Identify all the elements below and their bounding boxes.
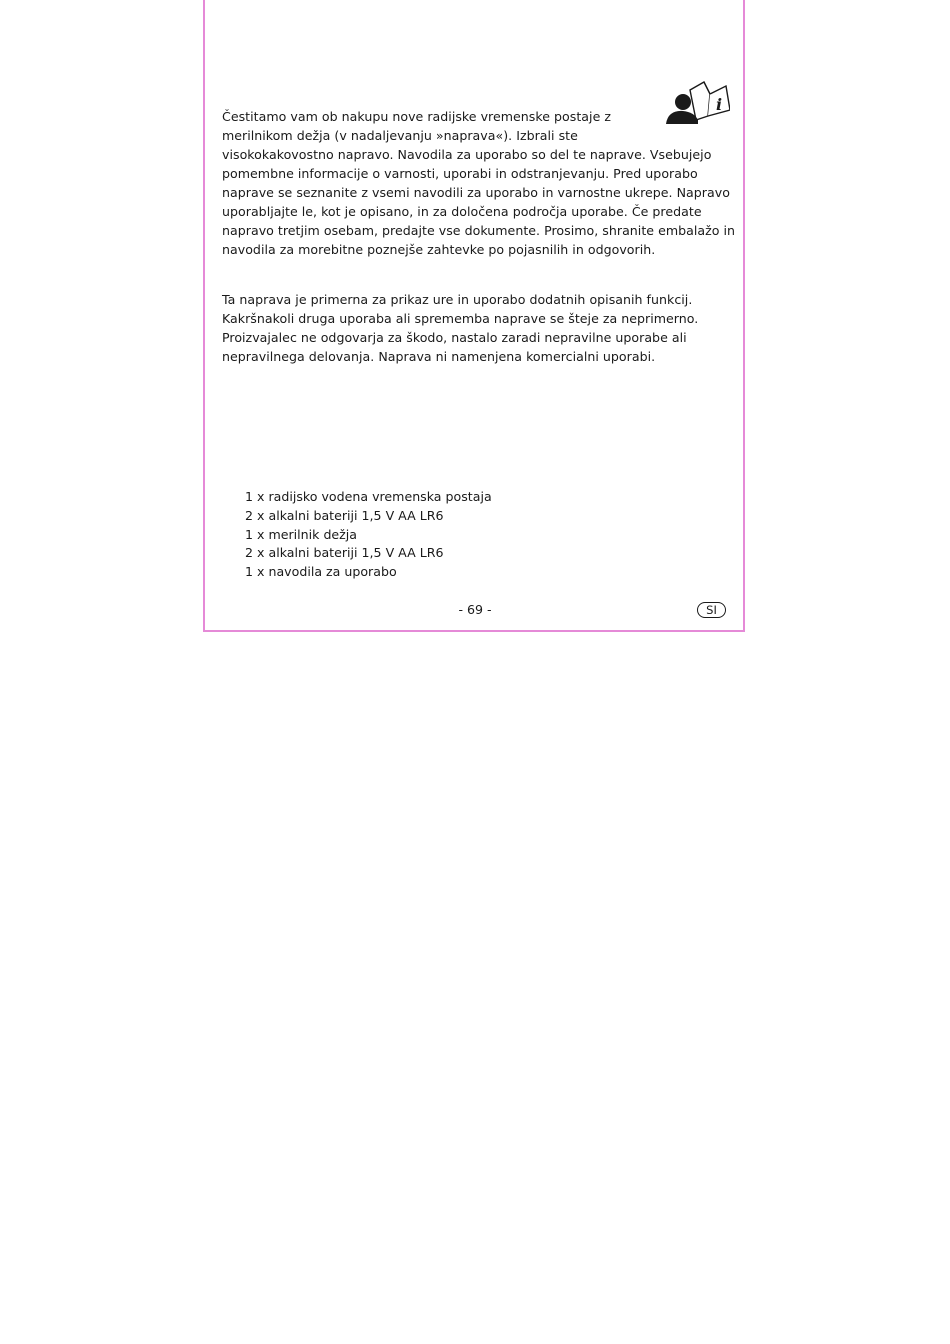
- svg-text:i: i: [716, 95, 723, 114]
- text-line: pomembne informacije o varnosti, uporabi in odstranjevanju. Pred uporabo: [222, 166, 698, 181]
- package-contents-list: [245, 488, 492, 582]
- read-manual-icon: [664, 80, 730, 126]
- text-line: Čestitamo vam ob nakupu nove radijske vremenske postaje z: [222, 109, 611, 124]
- text-line: navodila za morebitne poznejše zahtevke po pojasnilih in odgovorih.: [222, 242, 656, 257]
- intro-paragraph-continued: [222, 145, 736, 259]
- language-badge: SI: [697, 602, 726, 618]
- text-line: visokokakovostno napravo. Navodila za uporabo so del te naprave. Vsebujejo: [222, 147, 712, 162]
- text-line: napravo tretjim osebam, predajte vse dokumente. Prosimo, shranite embalažo in: [222, 223, 736, 238]
- text-line: Kakršnakoli druga uporaba ali sprememba naprave se šteje za neprimerno.: [222, 311, 699, 326]
- text-line: naprave se seznanite z vsemi navodili za uporabo in varnostne ukrepe. Napravo: [222, 185, 730, 200]
- page-number: - 69 -: [458, 602, 492, 617]
- list-item: 2 x alkalni bateriji 1,5 V AA LR6: [245, 545, 444, 561]
- text-line: Proizvajalec ne odgovarja za škodo, nastalo zaradi nepravilne uporabe ali: [222, 330, 687, 345]
- text-line: merilnikom dežja (v nadaljevanju »naprava«). Izbrali ste: [222, 128, 578, 143]
- list-item: 1 x radijsko vodena vremenska postaja: [245, 489, 492, 504]
- text-line: nepravilnega delovanja. Naprava ni namenjena komercialni uporabi.: [222, 349, 656, 364]
- list-item: 2 x alkalni bateriji 1,5 V AA LR6: [245, 507, 444, 523]
- intended-use-paragraph: [222, 290, 727, 366]
- list-item: 1 x merilnik dežja: [245, 526, 358, 542]
- list-item: 1 x navodila za uporabo: [245, 564, 397, 580]
- intro-paragraph-start: [222, 107, 652, 145]
- text-line: Ta naprava je primerna za prikaz ure in uporabo dodatnih opisanih funkcij.: [222, 292, 693, 307]
- text-line: uporabljajte le, kot je opisano, in za določena področja uporabe. Če predate: [222, 204, 702, 219]
